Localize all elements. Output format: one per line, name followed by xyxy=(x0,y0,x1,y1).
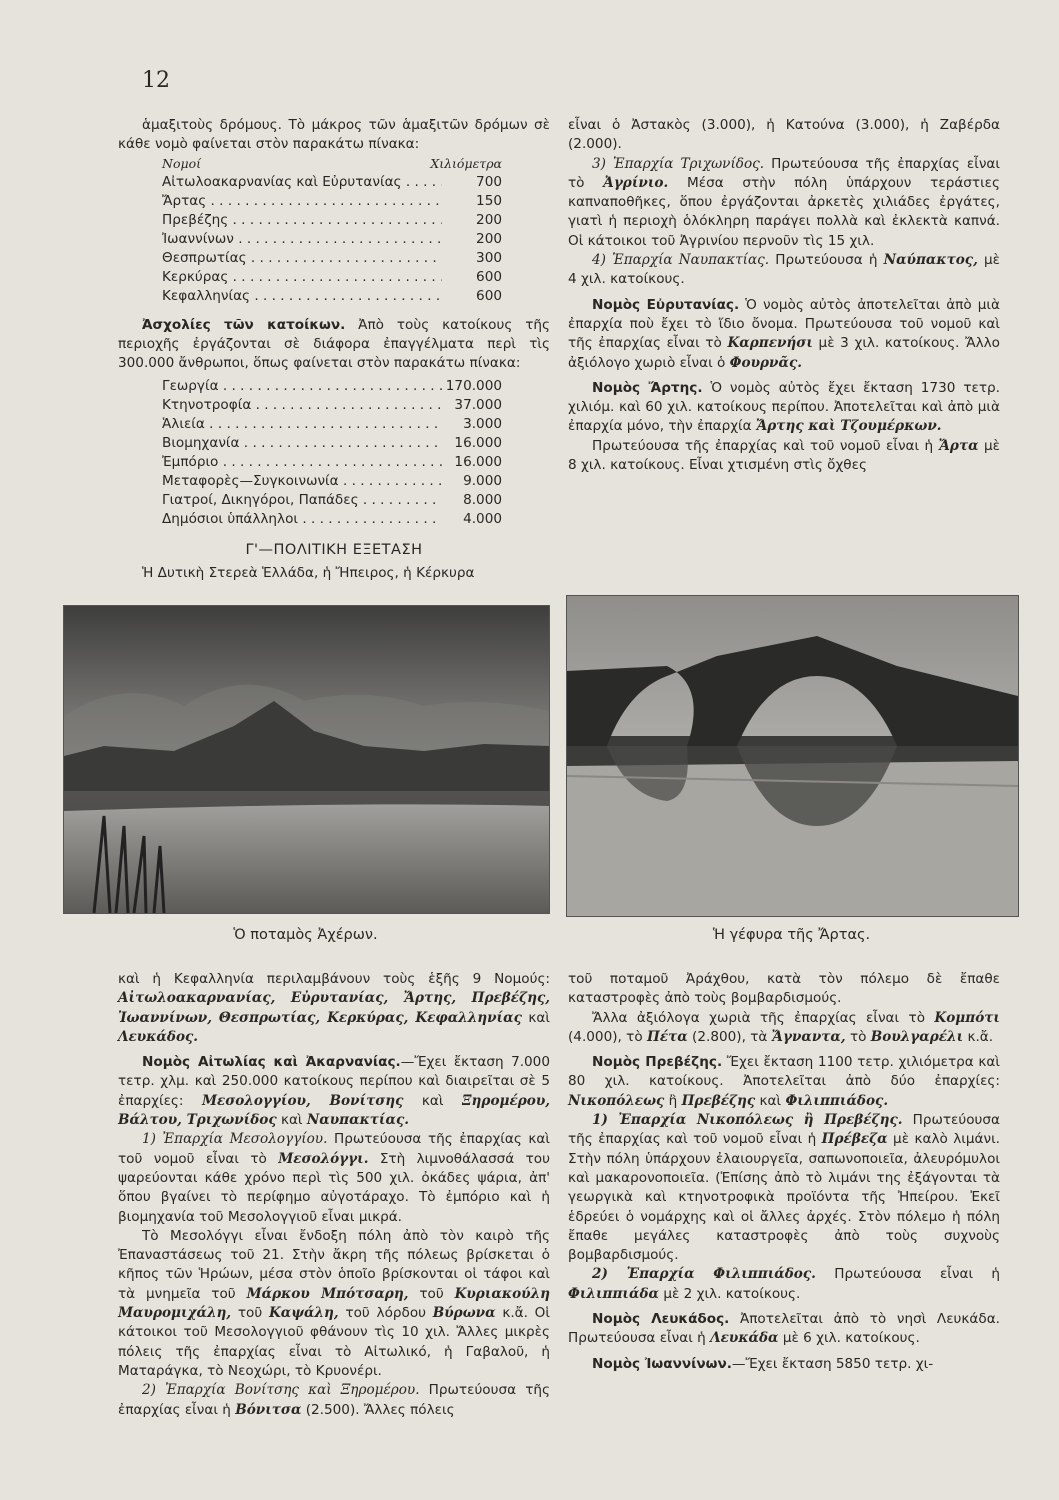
row-name: Ἰωαννίνων . . . xyxy=(162,230,442,249)
city-name: Φιλιππιάδα xyxy=(568,1285,659,1302)
row-value: 4.000 xyxy=(442,510,502,529)
text: Μέσα στὴν πόλη ὑπάρχουν τεράστιες καπναποθῆκες, ὅπου ἐργάζονται ἀρκετὲς χιλιάδες ἐργάτες, γιατὶ ἡ περιοχὴ ὁλόκληρη παράγει πολλὰ καὶ ἐκλεκτὰ καπνά. Οἱ κάτοικοι τοῦ Ἀγρινίου περνοῦν τὶς 15 χιλ. xyxy=(568,174,1001,249)
text: μὲ 8 χιλ. κατοίκους. Εἶναι χτισμένη στὶς ὄχθες xyxy=(568,437,1000,474)
city-name: Καρπενήσι xyxy=(727,335,813,352)
row-name: Γιατροί, Δικηγόροι, Παπάδες . . . xyxy=(162,491,442,510)
text: καὶ xyxy=(403,1092,462,1109)
city-name: Ναύπακτος, xyxy=(883,252,978,269)
text: μὲ 3 χιλ. κατοίκους. Ἄλλο ἀξιόλογο χωριὸ εἶναι ὁ xyxy=(568,335,1000,371)
text: Πρωτεύουσα τῆς ἐπαρχίας εἶναι ἡ xyxy=(118,1382,550,1418)
row-value: 600 xyxy=(442,268,502,287)
province-label: 1) Ἐπαρχία Μεσολογγίου. xyxy=(142,1131,328,1148)
prefecture-heading: Νομὸς Εὐρυτανίας. xyxy=(592,296,740,313)
text: Ὁ νομὸς αὐτὸς ἔχει ἔκταση 1730 τετρ. χιλιόμ. καὶ 60 χιλ. κατοίκους περίπου. Ἀποτελεῖται καὶ ἀπὸ μιὰ ἐπαρχία μόνο, τὴν ἐπαρχία xyxy=(568,379,1000,435)
text: μὲ 4 χιλ. κατοίκους. xyxy=(568,252,1000,288)
province-label: 3) Ἐπαρχία Τριχωνίδος. xyxy=(592,155,765,172)
table-row xyxy=(162,287,502,306)
text: μὲ 6 χιλ. κατοίκους. xyxy=(778,1330,920,1347)
text: Τὸ Μεσολόγγι εἶναι ἔνδοξη πόλη ἀπὸ τὸν καιρὸ τῆς Ἐπαναστάσεως τοῦ 21. Στὴν ἄκρη τῆς πόλεως βρίσκεται ὁ κῆπος τῶν Ἡρώων, μέσα στὸν ὁποῖο βρίσκονται οἱ τάφοι καὶ τὰ μνημεῖα τοῦ xyxy=(118,1227,550,1302)
paragraph xyxy=(568,379,1000,437)
row-name: Βιομηχανία . . . xyxy=(162,434,442,453)
text: μὲ καλὸ λιμάνι. Στὴν πόλη ὑπάρχουν ἐλαιουργεῖα, σαπωνοποιεῖα, ἀλευρόμυλοι καὶ μακαρονοποιεῖα. (Ἐπίσης ἀπὸ τὸ λιμάνι της ἐξάγονται τὰ γεωργικὰ καὶ κτηνοτροφικὰ προϊόντα τῆς Ἠπείρου. Ἐκεῖ ἑδρεύει ὁ νομάρχης καὶ οἱ ἄλλες ἀρχές. Στὸν πόλεμο ἡ πόλη ἔπαθε μεγάλες καταστροφὲς ἀπὸ τοὺς συχνοὺς βομβαρδισμούς. xyxy=(568,1131,1001,1264)
paragraph xyxy=(118,970,550,1047)
text: τοῦ xyxy=(231,1305,269,1322)
city-name: Ἄρτα xyxy=(938,437,979,454)
table-row xyxy=(162,453,502,472)
paragraph xyxy=(118,1381,550,1420)
paragraph: εἶναι ὁ Ἀστακὸς (3.000), ἡ Κατούνα (3.000), ἡ Ζαβέρδα (2.000). xyxy=(568,117,1000,153)
province-list: Ξηρομέρου, Βάλτου, Τριχωνίδος xyxy=(118,1092,550,1129)
table-row xyxy=(162,249,502,268)
text: καὶ xyxy=(755,1092,786,1109)
left-bottom-column xyxy=(118,970,550,1420)
roads-header-col2: Χιλιόμετρα xyxy=(430,155,502,171)
prefecture-list: Αἰτωλοακαρνανίας, Εὐρυτανίας, Ἄρτης, Πρεβέζης, Ἰωαννίνων, Θεσπρωτίας, Κερκύρας, Κεφαλληνίας xyxy=(118,990,550,1026)
text: Ὁ νομὸς αὐτὸς ἀποτελεῖται ἀπὸ μιὰ ἐπαρχία ποὺ ἔχει τὸ ἴδιο ὄνομα. Πρωτεύουσα τοῦ νομοῦ καὶ τῆς ἐπαρχίας εἶναι τὸ xyxy=(568,296,1000,352)
row-value: 16.000 xyxy=(442,453,502,472)
province-label: 2) Ἐπαρχία Βονίτσης καὶ Ξηρομέρου. xyxy=(142,1382,420,1399)
person-name: Μάρκου Μπότσαρη, xyxy=(246,1285,409,1302)
row-value: 16.000 xyxy=(442,434,502,453)
row-name: Γεωργία . . . xyxy=(162,377,442,396)
paragraph xyxy=(568,155,1000,251)
table-row xyxy=(162,491,502,510)
roads-intro: ἁμαξιτοὺς δρόμους. Τὸ μάκρος τῶν ἁμαξιτῶν δρόμων σὲ κάθε νομὸ φαίνεται στὸν παρακάτω πίνακα: xyxy=(118,117,550,153)
table-row xyxy=(162,173,502,192)
table-row xyxy=(162,377,502,396)
text: Πρωτεύουσα τῆς ἐπαρχίας εἶναι τὸ xyxy=(568,155,1000,191)
text: —Ἔχει ἔκταση 5850 τετρ. χι- xyxy=(731,1355,934,1372)
section-start: Ἡ Δυτικὴ Στερεὰ Ἑλλάδα, ἡ Ἤπειρος, ἡ Κέρκυρα xyxy=(142,564,475,581)
prefecture-heading: Νομὸς Ἄρτης. xyxy=(592,379,703,396)
row-value: 200 xyxy=(442,230,502,249)
city-name: Μεσολόγγι. xyxy=(278,1150,369,1167)
paragraph xyxy=(568,296,1000,373)
text: Στὴ λιμνοθάλασσά του ψαρεύονται κάθε χρόνο περὶ τὶς 500 χιλ. ὀκάδες ψάρια, ἀπ' ὅπου βγαίνει τὸ περίφημο αὐγοτάραχο. Τὸ ἐμπόριο καὶ ἡ βιομηχανία τοῦ Μεσολογγιοῦ εἶναι μικρά. xyxy=(118,1150,550,1225)
text: Πρωτεύουσα τῆς ἐπαρχίας καὶ τοῦ νομοῦ εἶναι ἡ xyxy=(568,1112,1000,1148)
row-value: 170.000 xyxy=(442,377,502,396)
paragraph xyxy=(568,1009,1000,1048)
text: κ.ἄ. Οἱ κάτοικοι τοῦ Μεσολογγιοῦ φθάνουν τὶς 10 χιλ. Ἄλλες μικρὲς πόλεις τῆς ἐπαρχίας εἶναι τὸ Αἰτωλικό, ἡ Γαβαλοῦ, ἡ Ματαράγκα, τὸ Νεοχώρι, τὸ Κρυονέρι. xyxy=(118,1305,550,1379)
province-name: Πρεβέζης xyxy=(681,1092,756,1109)
person-name: Κυριακούλη Μαυρομιχάλη, xyxy=(118,1285,550,1322)
table-row xyxy=(162,415,502,434)
text: (2.800), τὰ xyxy=(687,1028,772,1045)
row-name: Ἐμπόριο . . . xyxy=(162,453,442,472)
text: (2.500). Ἄλλες πόλεις xyxy=(301,1401,455,1418)
acheron-river-photo xyxy=(63,605,550,914)
prefecture-heading: Νομὸς Λευκάδος. xyxy=(592,1311,730,1328)
row-name: Πρεβέζης . . . xyxy=(162,211,442,230)
city-name: Πρέβεζα xyxy=(821,1131,888,1148)
occupations-text: Ἀπὸ τοὺς κατοίκους τῆς περιοχῆς ἐργάζονται σὲ διάφορα ἐπαγγέλματα περὶ τὶς 300.000 ἄνθρωποι, ὅπως φαίνεται στὸν παρακάτω πίνακα: xyxy=(118,316,550,372)
row-value: 300 xyxy=(442,249,502,268)
row-value: 600 xyxy=(442,287,502,306)
table-row xyxy=(162,230,502,249)
arta-bridge-image xyxy=(567,596,1018,916)
village-name: Βουλγαρέλι xyxy=(870,1028,964,1045)
text: Ἀποτελεῖται ἀπὸ τὸ νησὶ Λευκάδα. Πρωτεύουσα εἶναι ἡ xyxy=(568,1311,1000,1347)
text: καὶ xyxy=(521,1009,550,1026)
right-top-column xyxy=(568,116,1000,475)
text: (4.000), τὸ xyxy=(568,1028,647,1045)
text: Πρωτεύουσα τῆς ἐπαρχίας καὶ τοῦ νομοῦ εἶναι ἡ xyxy=(592,437,939,454)
text: —Ἔχει ἔκταση 7.000 τετρ. χλμ. καὶ 250.000 κατοίκους περίπου καὶ διαιρεῖται σὲ 5 ἐπαρχίες: xyxy=(118,1054,550,1109)
left-photo-caption: Ὁ ποταμὸς Ἀχέρων. xyxy=(233,927,378,943)
province-label: 1) Ἐπαρχία Νικοπόλεως ἢ Πρεβέζης. xyxy=(592,1112,903,1129)
table-row xyxy=(162,211,502,230)
text: καὶ xyxy=(276,1112,307,1129)
paragraph xyxy=(568,251,1000,290)
province-name: Νικοπόλεως xyxy=(568,1092,665,1109)
paragraph xyxy=(118,1130,550,1226)
village-name: Ἄγναντα, xyxy=(771,1028,846,1045)
occupations-heading: Ἀσχολίες τῶν κατοίκων. xyxy=(142,316,346,333)
paragraph xyxy=(568,1355,1000,1374)
paragraph xyxy=(568,437,1000,476)
prefecture-heading: Νομὸς Αἰτωλίας καὶ Ἀκαρνανίας. xyxy=(142,1054,401,1071)
section-title: Γ'—ΠΟΛΙΤΙΚΗ ΕΞΕΤΑΣΗ xyxy=(245,542,423,559)
text: Πρωτεύουσα ἡ xyxy=(769,252,884,269)
right-bottom-column xyxy=(568,970,1000,1374)
paragraph xyxy=(568,1265,1000,1304)
row-name: Κερκύρας . . . xyxy=(162,268,442,287)
roads-table-header xyxy=(162,155,502,173)
row-name: Δημόσιοι ὑπάλληλοι . . . xyxy=(162,510,442,529)
acheron-river-image xyxy=(64,606,549,913)
text: τὸ xyxy=(845,1028,871,1045)
row-value: 8.000 xyxy=(442,491,502,510)
province-list: Μεσολογγίου, Βονίτσης xyxy=(201,1092,404,1109)
right-photo-caption: Ἡ γέφυρα τῆς Ἄρτας. xyxy=(712,927,871,943)
row-name: Ἄρτας . . . xyxy=(162,192,442,211)
table-row xyxy=(162,434,502,453)
paragraph xyxy=(568,1053,1000,1111)
prefecture-heading: Νομὸς Ἰωαννίνων. xyxy=(592,1355,732,1372)
province-name: Ναυπακτίας. xyxy=(306,1112,409,1129)
roads-table xyxy=(162,155,502,306)
paragraph xyxy=(118,1227,550,1381)
arta-bridge-photo xyxy=(566,595,1019,917)
table-row xyxy=(162,396,502,415)
city-name: Φουρνᾶς. xyxy=(729,354,802,371)
text: Ἄλλα ἀξιόλογα χωριὰ τῆς ἐπαρχίας εἶναι τὸ xyxy=(592,1009,935,1026)
page-number: 12 xyxy=(142,68,170,93)
paragraph: τοῦ ποταμοῦ Ἀράχθου, κατὰ τὸν πόλεμο δὲ ἔπαθε καταστροφὲς ἀπὸ τοὺς βομβαρδισμούς. xyxy=(568,971,1000,1007)
row-name: Ἁλιεία . . . xyxy=(162,415,442,434)
table-row xyxy=(162,192,502,211)
left-top-column xyxy=(118,116,550,583)
person-name: Καψάλη, xyxy=(268,1305,339,1322)
paragraph xyxy=(568,1310,1000,1349)
text: τοῦ λόρδου xyxy=(338,1305,433,1322)
prefecture-name: Λευκάδος. xyxy=(118,1028,199,1045)
province-label: 2) Ἐπαρχία Φιλιππιάδος. xyxy=(592,1266,816,1283)
text: μὲ 2 χιλ. κατοίκους. xyxy=(659,1285,801,1302)
occupations-paragraph xyxy=(118,316,550,374)
text: καὶ ἡ Κεφαλληνία περιλαμβάνουν τοὺς ἑξῆς 9 Νομούς: xyxy=(118,971,550,987)
prefecture-heading: Νομὸς Πρεβέζης. xyxy=(592,1054,723,1071)
row-name: Κτηνοτροφία . . . xyxy=(162,396,442,415)
village-name: Κομπότι xyxy=(934,1009,1000,1026)
row-value: 200 xyxy=(442,211,502,230)
row-value: 700 xyxy=(442,173,502,192)
text: Πρωτεύουσα εἶναι ἡ xyxy=(815,1266,1000,1283)
table-row xyxy=(162,472,502,491)
occupations-table xyxy=(162,377,502,529)
table-row xyxy=(162,510,502,529)
province-name: Ἄρτης καὶ Τζουμέρκων. xyxy=(755,418,942,435)
text: ἢ xyxy=(664,1092,682,1109)
city-name: Λευκάδα xyxy=(710,1330,779,1347)
row-value: 9.000 xyxy=(442,472,502,491)
province-name: Φιλιππιάδος. xyxy=(785,1092,889,1109)
paragraph xyxy=(568,1111,1000,1265)
city-name: Ἀγρίνιο. xyxy=(603,174,669,191)
table-row xyxy=(162,268,502,287)
text: Ἔχει ἔκταση 1100 τετρ. χιλιόμετρα καὶ 80 χιλ. κατοίκους. Ἀποτελεῖται ἀπὸ δύο ἐπαρχίες: xyxy=(568,1054,1000,1090)
row-value: 37.000 xyxy=(442,396,502,415)
paragraph xyxy=(118,1053,550,1130)
city-name: Βόνιτσα xyxy=(235,1401,302,1418)
text: τοῦ xyxy=(408,1285,455,1302)
row-name: Αἰτωλοακαρνανίας καὶ Εὐρυτανίας . . . xyxy=(162,173,442,192)
person-name: Βύρωνα xyxy=(432,1305,496,1322)
row-value: 3.000 xyxy=(442,415,502,434)
row-name: Κεφαλληνίας . . . xyxy=(162,287,442,306)
province-label: 4) Ἐπαρχία Ναυπακτίας. xyxy=(592,252,770,269)
roads-header-col1: Νομοί xyxy=(162,155,202,171)
row-name: Μεταφορὲς—Συγκοινωνία . . . xyxy=(162,472,442,491)
row-name: Θεσπρωτίας . . . xyxy=(162,249,442,268)
village-name: Πέτα xyxy=(647,1028,688,1045)
row-value: 150 xyxy=(442,192,502,211)
text: κ.ἄ. xyxy=(963,1028,994,1045)
text: Πρωτεύουσα τῆς ἐπαρχίας καὶ τοῦ νομοῦ εἶναι τὸ xyxy=(118,1131,550,1167)
